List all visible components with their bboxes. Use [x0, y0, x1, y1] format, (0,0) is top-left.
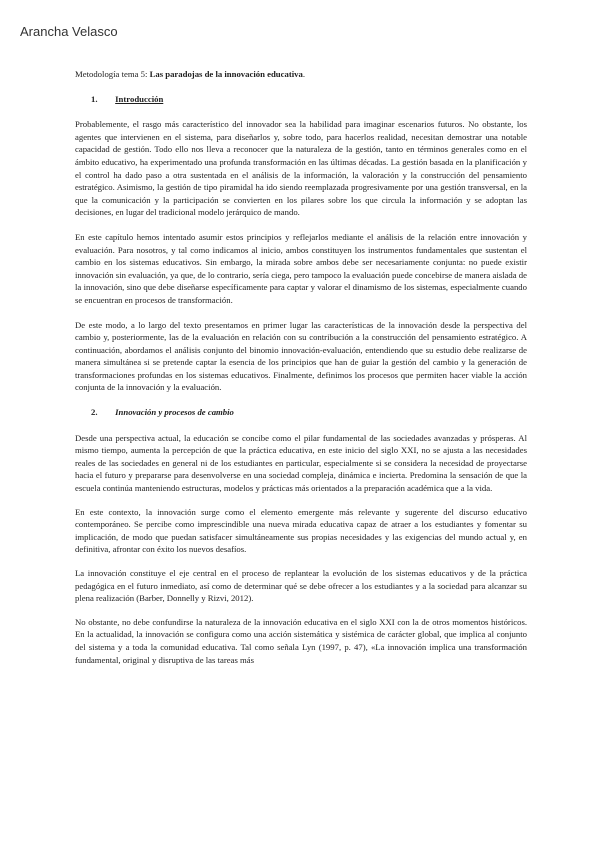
section-title: Innovación y procesos de cambio	[115, 407, 234, 418]
meta-prefix: Metodología tema 5:	[75, 69, 148, 79]
paragraph: La innovación constituye el eje central en el proceso de replantear la evolución de los sistemas educativos y de la práctica pedagógica en el futuro inmediato, así como de determinar qué se debe ofrecer a los estudiantes y a la sociedad para alcanzar su plena realización (Barber, Donnelly y Rizvi, 2012).	[75, 568, 527, 604]
paragraph: De este modo, a lo largo del texto presentamos en primer lugar las características de la innovación desde la perspectiva del cambio y, posteriormente, las de la evaluación en relación con su contribución a la construcción del pensamiento estratégico. A continuación, abordamos el análisis conjunto del binomio innovación-evaluación, entendiendo que su estudio debe realizarse de manera simultánea si se pretende captar la esencia de los principios que han de guiar la gestión del cambio y la generación de transformaciones profundas en los sistemas educativos. Finalmente, definimos los procesos que permiten hacer viable la acción conjunta de la innovación y la evaluación.	[75, 319, 527, 393]
author-name: Arancha Velasco	[20, 24, 118, 39]
section-title: Introducción	[115, 93, 164, 104]
section-number: 1.	[91, 93, 98, 104]
section-number: 2.	[91, 407, 98, 418]
paragraph: Probablemente, el rasgo más característico del innovador sea la habilidad para imaginar escenarios futuros. No obstante, los agentes que intervienen en el sistema, para diseñarlos y, sobre todo, para hacerlos realidad, necesitan demostrar una notable capacidad de gestión. Todo ello nos lleva a reconocer que la naturaleza de la gestión, tanto en términos generales como en el ámbito educativo, ha experimentado una profunda transformación en las últimas décadas. La gestión basada en la planificación y el control ha dado paso a otra sustentada en el análisis de la información, la valoración y la construcción del pensamiento estratégico. Asimismo, la gestión de tipo piramidal ha ido siendo reemplazada progresivamente por una gestión transversal, en la que la comunicación y la participación se convierten en los pilares sobre los que circula la información y se adoptan las decisiones, en lugar del tradicional modelo jerárquico de mando.	[75, 119, 527, 218]
section-heading-introduction	[91, 93, 527, 106]
paragraph: Desde una perspectiva actual, la educación se concibe como el pilar fundamental de las sociedades avanzadas y prósperas. Al mismo tiempo, aumenta la percepción de que la práctica educativa, en este inicio del siglo XXI, no se ajusta a las necesidades reales de las sociedades en general ni de los estudiantes en particular, especialmente si se considera la necesidad de proyectarse hacia el futuro y prepararse para desenvolverse en una sociedad compleja, dinámica e incierta. Predomina la sensación de que la escuela continúa manteniendo estructuras, modelos y prácticas más orientados a la preparación académica que a la vida.	[75, 432, 527, 494]
meta-title: Las paradojas de la innovación educativa	[149, 69, 303, 79]
paragraph: En este capítulo hemos intentado asumir estos principios y reflejarlos mediante el análisis de la relación entre innovación y evaluación. Para nosotros, y tal como indicamos al inicio, ambos constituyen los instrumentos fundamentales que sustentan el cambio en los sistemas educativos. Sin embargo, la mirada sobre ambos debe ser necesariamente conjunta: no puede existir innovación sin evaluación, ya que, de lo contrario, sería ciega, pero tampoco la evaluación puede concebirse de manera aislada de la innovación, sino que debe diseñarse específicamente para captar y valorar el dinamismo de los sistemas, especialmente cuando se encuentran en procesos de transformación.	[75, 231, 527, 305]
paragraph: En este contexto, la innovación surge como el elemento emergente más relevante y sugerente del discurso educativo contemporáneo. Se percibe como imprescindible una nueva mirada educativa capaz de atraer a los estudiantes y fomentar su implicación, de modo que puedan satisfacer simultáneamente sus propias necesidades y las exigencias del mundo actual y, en definitiva, afrontar con éxito los nuevos desafíos.	[75, 506, 527, 555]
paragraph: No obstante, no debe confundirse la naturaleza de la innovación educativa en el siglo XXI con la de otros momentos históricos. En la actualidad, la innovación se configura como una acción sistemática y sistémica de carácter global, que implica al conjunto del sistema y a toda la comunidad educativa. Tal como señala Lyn (1997, p. 47), «La innovación implica una transformación fundamental, original y disruptiva de las tareas más	[75, 616, 527, 665]
section-heading-innovation	[91, 406, 527, 419]
meta-suffix: .	[302, 69, 305, 79]
document-body	[75, 68, 527, 677]
document-meta	[75, 68, 527, 81]
